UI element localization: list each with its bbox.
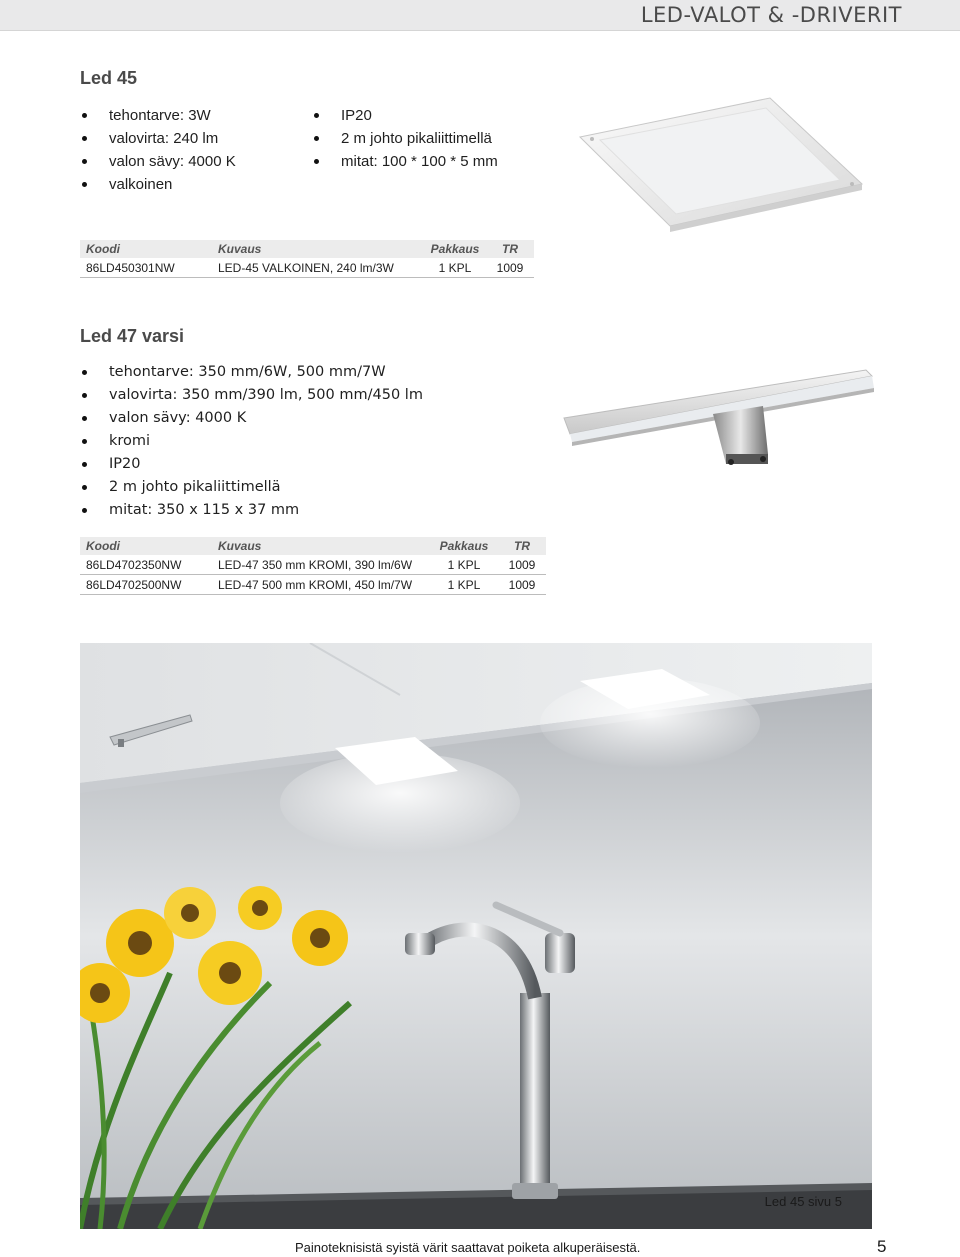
cell-code: 86LD4702500NW: [80, 575, 212, 595]
col-header-package: Pakkaus: [430, 537, 498, 555]
cell-tr: 1009: [498, 555, 546, 575]
page-number: 5: [877, 1237, 887, 1256]
spec-item: kromi: [80, 430, 423, 453]
led47-title: Led 47 varsi: [80, 326, 185, 346]
spec-item: valovirta: 240 lm: [80, 127, 236, 150]
spec-item: valkoinen: [80, 173, 236, 196]
led47-specs: [80, 361, 423, 522]
cell-package: 1 KPL: [430, 575, 498, 595]
table-row: [80, 258, 534, 278]
cell-tr: 1009: [486, 258, 534, 278]
led45-panel-image: [570, 92, 870, 232]
col-header-tr: TR: [486, 240, 534, 258]
col-header-description: Kuvaus: [212, 537, 430, 555]
led45-specs-right: [312, 104, 498, 173]
led47-arm-light-image: [558, 362, 878, 472]
table-row: [80, 555, 546, 575]
col-header-tr: TR: [498, 537, 546, 555]
col-header-code: Koodi: [80, 537, 212, 555]
page-header-title: LED-VALOT & -DRIVERIT: [640, 3, 902, 27]
table-header-row: [80, 240, 534, 258]
col-header-package: Pakkaus: [424, 240, 486, 258]
cell-package: 1 KPL: [424, 258, 486, 278]
cell-code: 86LD4702350NW: [80, 555, 212, 575]
led45-specs-left: [80, 104, 236, 196]
photo-caption: Led 45 sivu 5: [764, 1194, 842, 1209]
kitchen-photo: [80, 643, 872, 1229]
cell-code: 86LD450301NW: [80, 258, 212, 278]
spec-item: valon sävy: 4000 K: [80, 407, 423, 430]
spec-item: IP20: [312, 104, 498, 127]
cell-description: LED-47 350 mm KROMI, 390 lm/6W: [212, 555, 430, 575]
cell-description: LED-47 500 mm KROMI, 450 lm/7W: [212, 575, 430, 595]
spec-item: valon sävy: 4000 K: [80, 150, 236, 173]
col-header-description: Kuvaus: [212, 240, 424, 258]
table-header-row: [80, 537, 546, 555]
col-header-code: Koodi: [80, 240, 212, 258]
spec-item: tehontarve: 3W: [80, 104, 236, 127]
led45-title: Led 45: [80, 68, 138, 88]
header-bar: [0, 0, 960, 31]
spec-item: 2 m johto pikaliittimellä: [80, 476, 423, 499]
footer-disclaimer: Painoteknisistä syistä värit saattavat poiketa alkuperäisestä.: [295, 1240, 641, 1255]
kitchen-scene-illustration: [80, 643, 872, 1229]
spec-item: tehontarve: 350 mm/6W, 500 mm/7W: [80, 361, 423, 384]
cell-description: LED-45 VALKOINEN, 240 lm/3W: [212, 258, 424, 278]
spec-item: 2 m johto pikaliittimellä: [312, 127, 498, 150]
spec-item: mitat: 350 x 115 x 37 mm: [80, 499, 423, 522]
spec-item: valovirta: 350 mm/390 lm, 500 mm/450 lm: [80, 384, 423, 407]
cell-tr: 1009: [498, 575, 546, 595]
led47-product-table: [80, 537, 546, 595]
led45-product-table: [80, 240, 534, 278]
spec-item: mitat: 100 * 100 * 5 mm: [312, 150, 498, 173]
cell-package: 1 KPL: [430, 555, 498, 575]
spec-item: IP20: [80, 453, 423, 476]
table-row: [80, 575, 546, 595]
